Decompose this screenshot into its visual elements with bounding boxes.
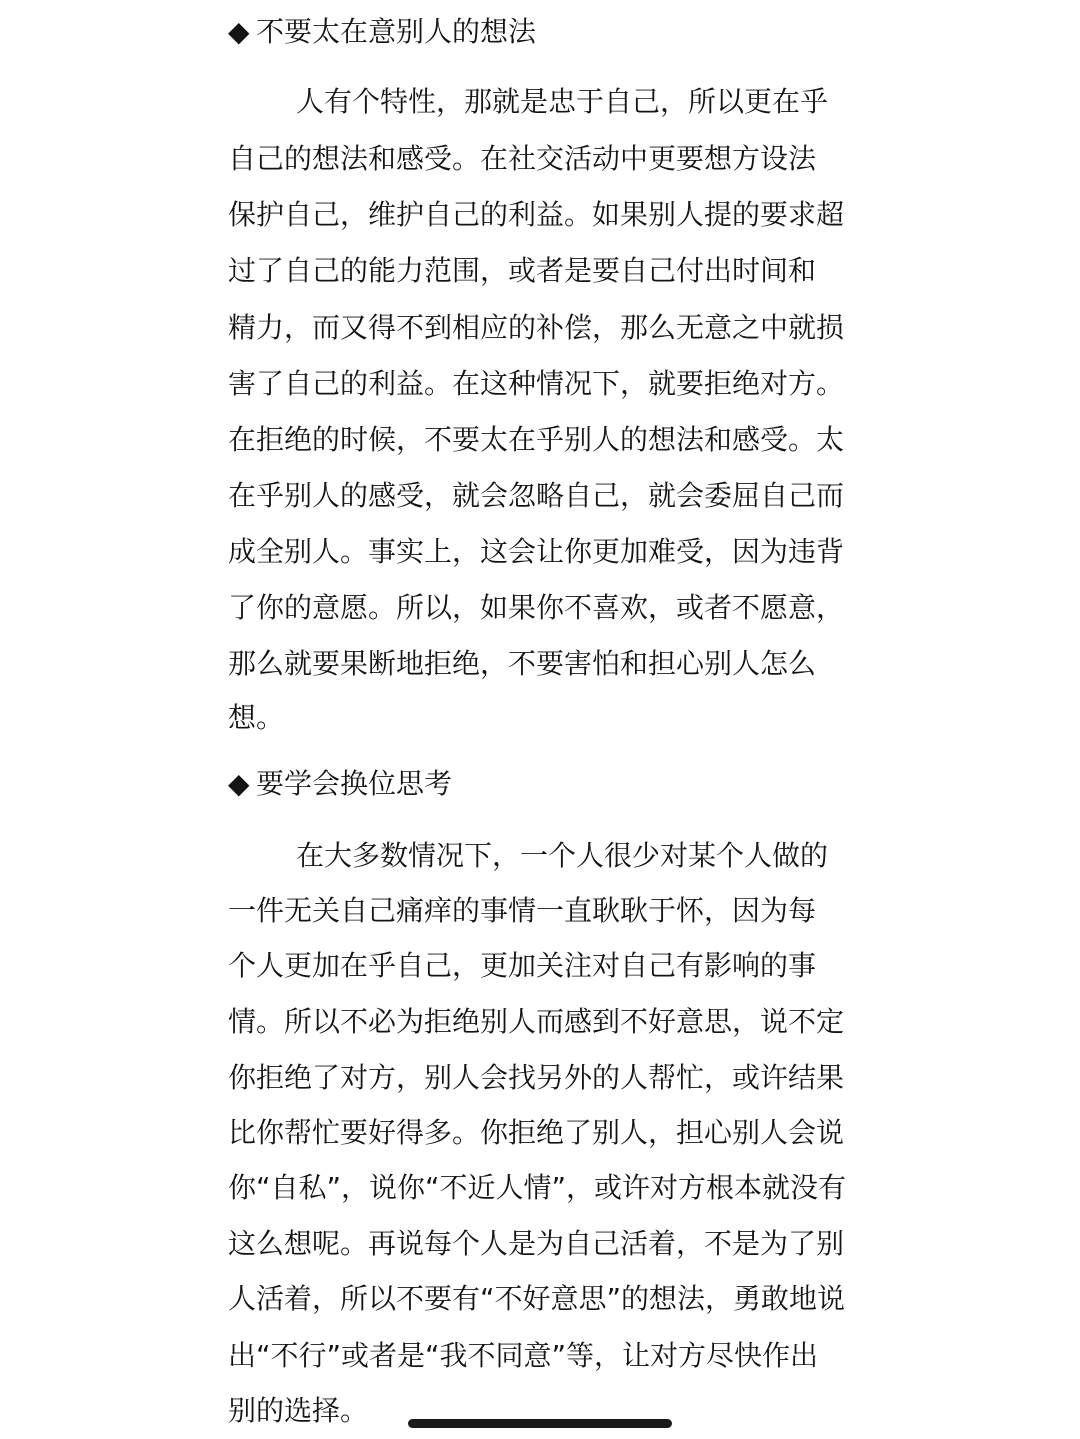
- paragraph-1-line-4: 过了自己的能力范围，或者是要自己付出时间和: [228, 254, 817, 287]
- section-heading-1: [228, 14, 536, 50]
- paragraph-2-line-11: 别的选择。: [228, 1394, 369, 1427]
- paragraph-1-line-6: 害了自己的利益。在这种情况下，就要拒绝对方。: [228, 367, 845, 400]
- diamond-bullet-icon: ◆: [228, 767, 250, 800]
- paragraph-2-line-3: 个人更加在乎自己，更加关注对自己有影响的事: [228, 949, 817, 982]
- paragraph-2-line-7: 你“自私”，说你“不近人情”，或许对方根本就没有: [228, 1171, 847, 1204]
- paragraph-2-line-5: 你拒绝了对方，别人会找另外的人帮忙，或许结果: [228, 1061, 845, 1094]
- paragraph-1-line-2: 自己的想法和感受。在社交活动中更要想方设法: [228, 142, 817, 175]
- paragraph-2-line-2: 一件无关自己痛痒的事情一直耿耿于怀，因为每: [228, 894, 817, 927]
- paragraph-1-line-3: 保护自己，维护自己的利益。如果别人提的要求超: [228, 198, 845, 231]
- paragraph-2-line-8: 这么想呢。再说每个人是为自己活着，不是为了别: [228, 1227, 845, 1260]
- paragraph-1-line-10: 了你的意愿。所以，如果你不喜欢，或者不愿意，: [228, 591, 845, 624]
- section-heading-2: [228, 766, 452, 802]
- section-title-2: 要学会换位思考: [256, 767, 453, 800]
- paragraph-1-line-7: 在拒绝的时候，不要太在乎别人的想法和感受。太: [228, 423, 845, 456]
- paragraph-2-line-9: 人活着，所以不要有“不好意思”的想法，勇敢地说: [228, 1282, 846, 1315]
- paragraph-2-line-1: 在大多数情况下，一个人很少对某个人做的: [296, 839, 829, 872]
- paragraph-1-line-5: 精力，而又得不到相应的补偿，那么无意之中就损: [228, 311, 845, 344]
- paragraph-1-line-8: 在乎别人的感受，就会忽略自己，就会委屈自己而: [228, 479, 845, 512]
- paragraph-1-line-12: 想。: [228, 701, 285, 734]
- home-indicator-bar[interactable]: [408, 1419, 672, 1428]
- paragraph-2-line-6: 比你帮忙要好得多。你拒绝了别人，担心别人会说: [228, 1116, 845, 1149]
- paragraph-1-line-11: 那么就要果断地拒绝，不要害怕和担心别人怎么: [228, 647, 817, 680]
- paragraph-1-line-1: 人有个特性，那就是忠于自己，所以更在乎: [296, 85, 829, 118]
- section-title-1: 不要太在意别人的想法: [256, 15, 537, 48]
- diamond-bullet-icon: ◆: [228, 15, 250, 48]
- paragraph-2-line-4: 情。所以不必为拒绝别人而感到不好意思，说不定: [228, 1005, 845, 1038]
- paragraph-2-line-10: 出“不行”或者是“我不同意”等，让对方尽快作出: [228, 1339, 819, 1372]
- paragraph-1-line-9: 成全别人。事实上，这会让你更加难受，因为违背: [228, 535, 845, 568]
